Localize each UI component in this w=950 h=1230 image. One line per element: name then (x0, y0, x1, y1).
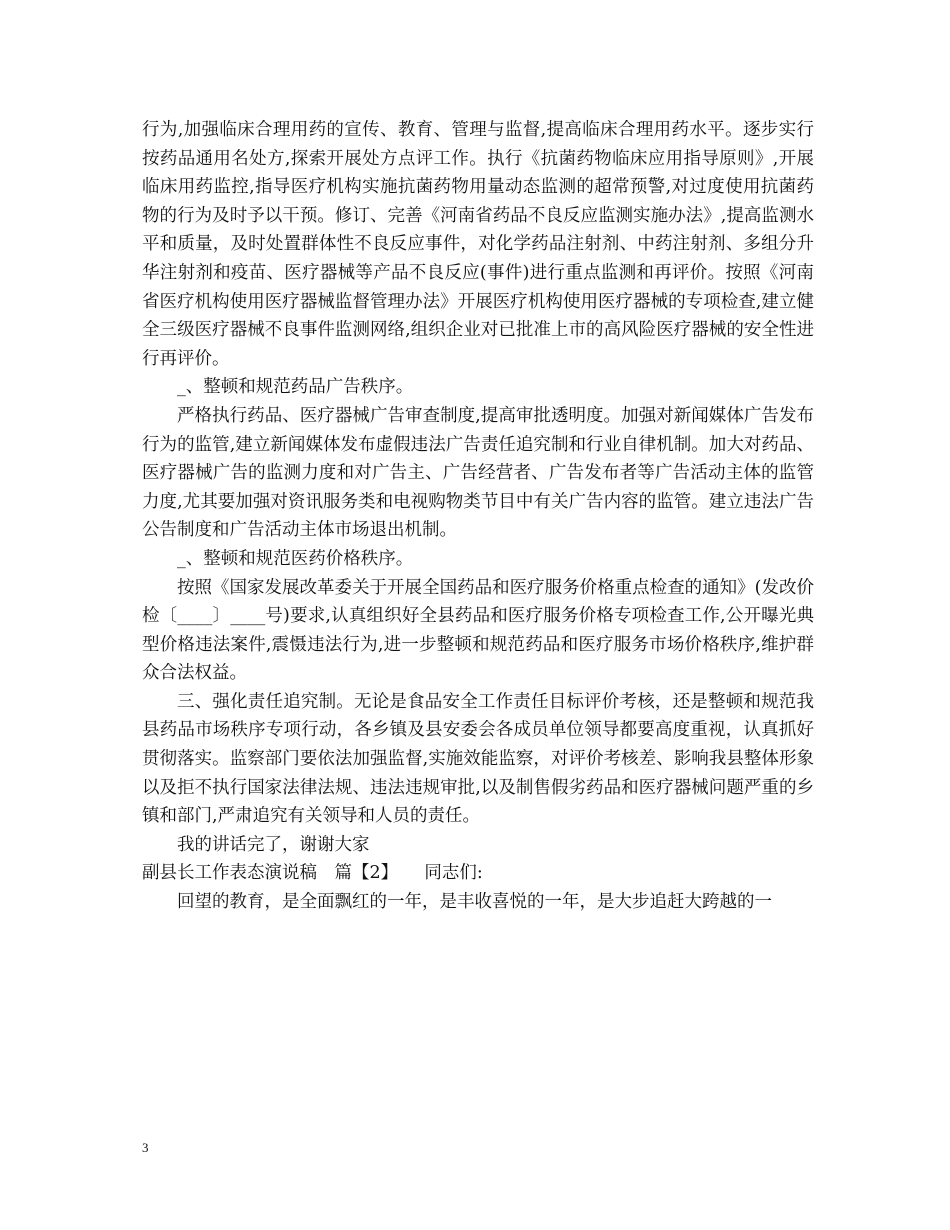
document-body (142, 116, 814, 917)
paragraph-1: 行为,加强临床合理用药的宣传、教育、管理与监督,提高临床合理用药水平。逐步实行按药品通用名处方,探索开展处方点评工作。执行《抗菌药物临床应用指导原则》,开展临床用药监控,指导医疗机构实施抗菌药物用量动态监测的超常预警,对过度使用抗菌药物的行为及时予以干预。修订、完善《河南省药品不良反应监测实施办法》,提高监测水平和质量，及时处置群体性不良反应事件，对化学药品注射剂、中药注射剂、多组分升华注射剂和疫苗、医疗器械等产品不良反应(事件)进行重点监测和再评价。按照《河南省医疗机构使用医疗器械监督管理办法》开展医疗机构使用医疗器械的专项检查,建立健全三级医疗器械不良事件监测网络,组织企业对已批准上市的高风险医疗器械的安全性进行再评价。 (142, 120, 814, 369)
paragraph-review: 回望的教育，是全面飘红的一年，是丰收喜悦的一年，是大步追赶大跨越的一 (177, 892, 772, 913)
paragraph-pricing: 按照《国家发展改革委关于开展全国药品和医疗服务价格重点检查的通知》(发改价检〔____〕____号)要求,认真组织好全县药品和医疗服务价格专项检查工作,公开曝光典型价格违法案件,震慑违法行为,进一步整顿和规范药品和医疗服务市场价格秩序,维护群众合法权益。 (142, 577, 814, 684)
closing-remark: 我的讲话完了，谢谢大家 (177, 834, 370, 855)
paragraph-accountability: 三、强化责任追究制。无论是食品安全工作责任目标评价考核，还是整顿和规范我县药品市场秩序专项行动，各乡镇及县安委会各成员单位领导都要高度重视，认真抓好贯彻落实。监察部门要依法加强监督,实施效能监察，对评价考核差、影响我县整体形象以及拒不执行国家法律法规、违法违规审批,以及制售假劣药品和医疗器械问题严重的乡镇和部门,严肃追究有关领导和人员的责任。 (142, 691, 814, 827)
section-heading-drug-advertising: _、整顿和规范药品广告秩序。 (177, 377, 414, 398)
speech-title-part-2: 副县长工作表态演说稿 篇【2】 同志们: (142, 863, 483, 884)
page-number: 3 (142, 1140, 149, 1155)
section-heading-drug-pricing: _、整顿和规范医药价格秩序。 (177, 548, 414, 569)
paragraph-advertising: 严格执行药品、医疗器械广告审查制度,提高审批透明度。加强对新闻媒体广告发布行为的监管,建立新闻媒体发布虚假违法广告责任追究制和行业自律机制。加大对药品、医疗器械广告的监测力度和对广告主、广告经营者、广告发布者等广告活动主体的监管力度,尤其要加强对资讯服务类和电视购物类节目中有关广告内容的监管。建立违法广告公告制度和广告活动主体市场退出机制。 (142, 405, 814, 541)
